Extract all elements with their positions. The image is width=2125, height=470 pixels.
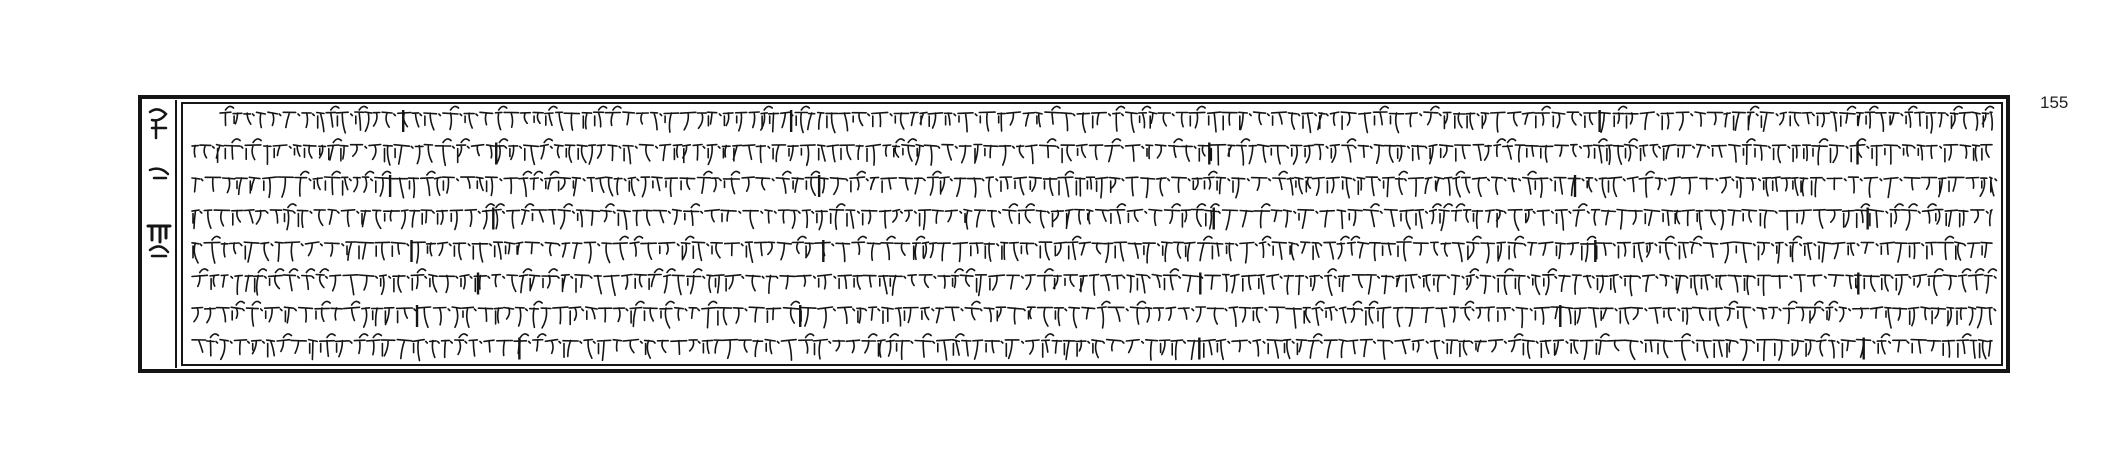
text-line-2 [192,139,1992,165]
margin-label [148,109,170,256]
folio-outer-frame [140,97,2008,371]
text-line-3 [192,171,1997,197]
text-line-1 [220,106,1994,132]
text-line-8 [192,334,1992,361]
text-line-5 [192,236,1992,263]
text-line-4 [192,204,1992,231]
text-line-6 [192,269,1996,296]
page-number: 155 [2040,93,2069,112]
text-line-7 [192,301,1996,328]
tibetan-text-block [192,106,1997,360]
